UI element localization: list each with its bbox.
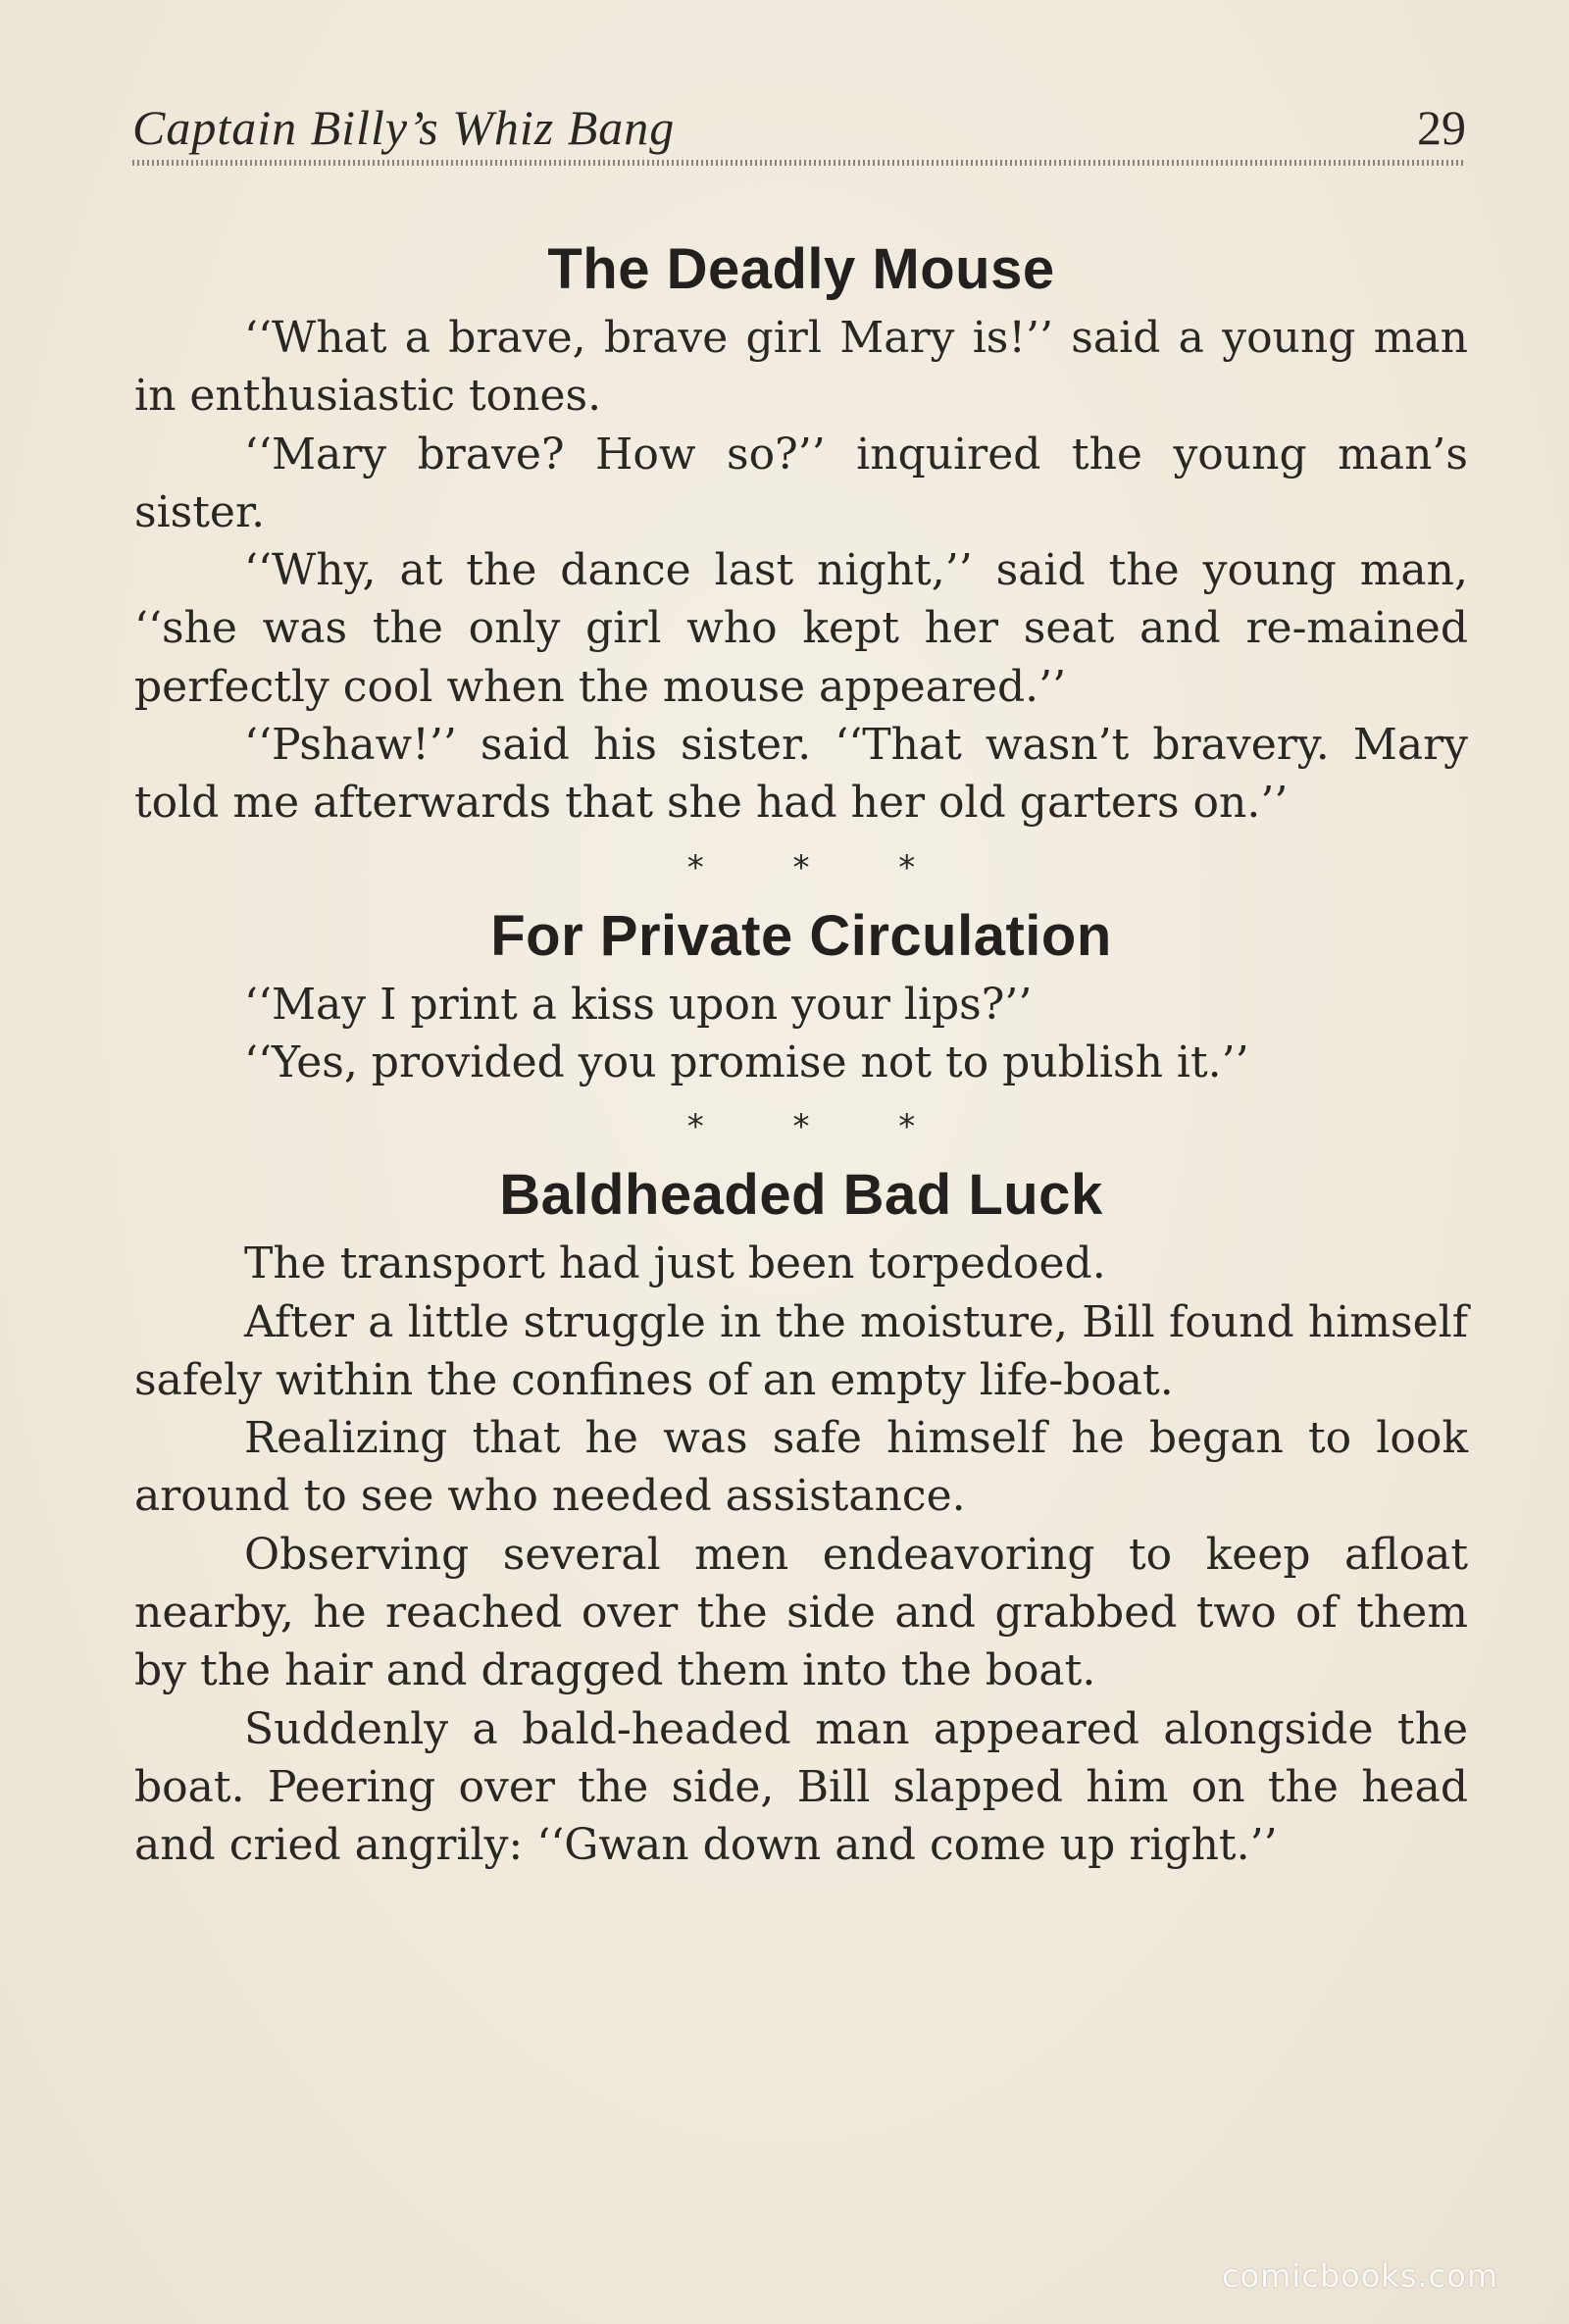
section-separator: * * * <box>686 1107 955 1147</box>
page-number: 29 <box>1417 100 1466 155</box>
header-rule <box>132 160 1466 166</box>
story-paragraph: ‘‘Yes, provided you promise not to publish it.’’ <box>244 1036 1249 1087</box>
section-separator: * * * <box>686 847 955 887</box>
running-title: Captain Billy’s Whiz Bang <box>132 100 676 155</box>
story-baldheaded-bad-luck <box>134 1156 1468 1874</box>
story-paragraph: The transport had just been torpedoed. <box>244 1238 1106 1289</box>
story-title: The Deadly Mouse <box>547 237 1055 301</box>
story-title: For Private Circulation <box>490 903 1112 968</box>
story-paragraph: Observing several men endeavoring to keep afloat nearby, he reached over the side and grabbed two of them by the hair and dragged them into the boat. <box>134 1529 1468 1696</box>
running-head <box>132 98 1466 157</box>
story-paragraph: After a little struggle in the moisture, Bill found himself safely within the confines of an empty life-boat. <box>134 1296 1468 1405</box>
story-title: Baldheaded Bad Luck <box>499 1163 1103 1228</box>
story-paragraph: ‘‘Why, at the dance last night,’’ said the young man, ‘‘she was the only girl who kept her seat and re-mained perfectly cool when the mouse appeared.’’ <box>134 545 1468 712</box>
story-paragraph: ‘‘What a brave, brave girl Mary is!’’ said a young man in enthusiastic tones. <box>134 313 1468 422</box>
story-paragraph: Suddenly a bald-headed man appeared alongside the boat. Peering over the side, Bill slapped him on the head and cried angrily: ‘‘Gwan down and come up right.’’ <box>134 1703 1468 1871</box>
story-paragraph: ‘‘Pshaw!’’ said his sister. ‘‘That wasn’t bravery. Mary told me afterwards that she had her old garters on.’’ <box>134 720 1468 829</box>
story-paragraph: Realizing that he was safe himself he began to look around to see who needed assistance. <box>134 1413 1468 1522</box>
story-private-circulation <box>134 897 1468 1092</box>
story-deadly-mouse <box>134 230 1468 833</box>
page-content <box>134 230 1468 1875</box>
site-watermark: comicbooks.com <box>1221 2257 1498 2295</box>
story-paragraph: ‘‘Mary brave? How so?’’ inquired the young man’s sister. <box>134 429 1468 537</box>
story-paragraph: ‘‘May I print a kiss upon your lips?’’ <box>244 979 1033 1030</box>
